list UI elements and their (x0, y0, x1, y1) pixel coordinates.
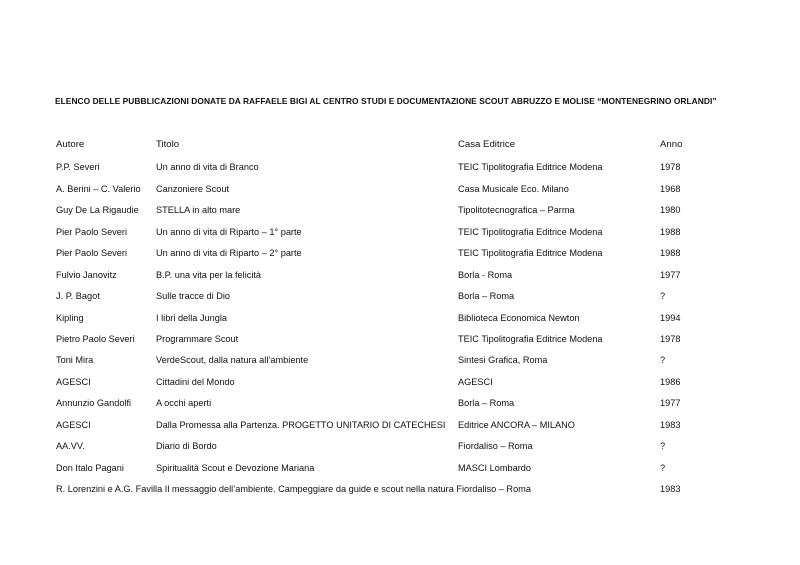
cell-year: 1986 (660, 377, 681, 387)
cell-year: ? (660, 463, 666, 473)
cell-publisher: Borla - Roma (458, 270, 513, 280)
table-row (0, 268, 800, 282)
header-year: Anno (660, 139, 683, 150)
cell-author: J. P. Bagot (56, 291, 100, 301)
document-title: ELENCO DELLE PUBBLICAZIONI DONATE DA RAFFAELE BIGI AL CENTRO STUDI E DOCUMENTAZIONE SCOUT ABRUZZO E MOLISE “MONTENEGRINO ORLANDI” (55, 96, 717, 106)
cell-title: B.P. una vita per la felicità (156, 270, 262, 280)
cell-year: ? (660, 441, 666, 451)
table-row (0, 418, 800, 432)
cell-author: Kipling (56, 313, 84, 323)
cell-title: A occhi aperti (156, 398, 212, 408)
cell-publisher: TEIC Tipolitografia Editrice Modena (458, 227, 603, 237)
cell-author: Pier Paolo Severi (56, 227, 127, 237)
cell-publisher: Fiordaliso – Roma (458, 441, 533, 451)
cell-title: Spiritualità Scout e Devozione Mariana (156, 463, 315, 473)
cell-year: 1978 (660, 162, 681, 172)
table-row (0, 225, 800, 239)
cell-publisher: AGESCI (458, 377, 493, 387)
cell-title: Sulle tracce di Dio (156, 291, 231, 301)
header-publisher: Casa Editrice (458, 139, 516, 150)
cell-title: Programmare Scout (156, 334, 239, 344)
cell-author: A. Berini – C. Valerio (56, 184, 141, 194)
cell-year: 1988 (660, 227, 681, 237)
cell-year: ? (660, 355, 666, 365)
table-row (0, 461, 800, 475)
table-row (0, 375, 800, 389)
cell-year: 1977 (660, 270, 681, 280)
table-row (0, 353, 800, 367)
cell-author: AGESCI (56, 420, 91, 430)
cell-publisher: Biblioteca Economica Newton (458, 313, 580, 323)
cell-publisher: Borla – Roma (458, 291, 515, 301)
cell-publisher: Sintesi Grafica, Roma (458, 355, 548, 365)
cell-author: Toni Mira (56, 355, 94, 365)
cell-author: AGESCI (56, 377, 91, 387)
cell-author: Don Italo Pagani (56, 463, 124, 473)
table-row-last (0, 482, 800, 496)
cell-year: 1983 (660, 484, 681, 494)
cell-publisher: Casa Musicale Eco. Milano (458, 184, 569, 194)
table-row (0, 182, 800, 196)
cell-year: 1968 (660, 184, 681, 194)
cell-publisher: TEIC Tipolitografia Editrice Modena (458, 248, 603, 258)
cell-title: Diario di Bordo (156, 441, 217, 451)
table-header-row (0, 138, 800, 152)
cell-publisher: TEIC Tipolitografia Editrice Modena (458, 162, 603, 172)
cell-title: Un anno di vita di Riparto – 2° parte (156, 248, 302, 258)
cell-publisher: TEIC Tipolitografia Editrice Modena (458, 334, 603, 344)
cell-year: 1983 (660, 420, 681, 430)
cell-title: Canzoniere Scout (156, 184, 230, 194)
cell-author: P.P. Severi (56, 162, 100, 172)
cell-year: 1994 (660, 313, 681, 323)
cell-title: Un anno di vita di Branco (156, 162, 259, 172)
last-row-text: R. Lorenzini e A.G. Favilla Il messaggio dell’ambiente. Campeggiare da guide e scout nella natura Fiordaliso – Roma (56, 484, 531, 494)
table-row (0, 160, 800, 174)
table-row (0, 439, 800, 453)
cell-title: Dalla Promessa alla Partenza. PROGETTO UNITARIO DI CATECHESI (156, 420, 446, 430)
cell-title: Cittadini del Mondo (156, 377, 235, 387)
header-author: Autore (56, 139, 85, 150)
cell-publisher: MASCI Lombardo (458, 463, 532, 473)
cell-publisher: Borla – Roma (458, 398, 515, 408)
cell-author: AA.VV. (56, 441, 85, 451)
cell-year: 1980 (660, 205, 681, 215)
table-row (0, 332, 800, 346)
cell-publisher: Tipolitotecnografica – Parma (458, 205, 575, 215)
table-row (0, 311, 800, 325)
table-row (0, 246, 800, 260)
table-row (0, 396, 800, 410)
cell-author: Annunzio Gandolfi (56, 398, 132, 408)
cell-author: Guy De La Rigaudie (56, 205, 139, 215)
cell-author: Pier Paolo Severi (56, 248, 127, 258)
header-title: Titolo (156, 139, 180, 150)
cell-title: VerdeScout, dalla natura all’ambiente (156, 355, 309, 365)
table-row (0, 289, 800, 303)
table-row (0, 203, 800, 217)
cell-publisher: Editrice ANCORA – MILANO (458, 420, 575, 430)
cell-year: 1988 (660, 248, 681, 258)
cell-title: STELLA in alto mare (156, 205, 241, 215)
cell-year: 1978 (660, 334, 681, 344)
cell-year: ? (660, 291, 666, 301)
cell-title: I libri della Jungla (156, 313, 227, 323)
cell-author: Fulvio Janovitz (56, 270, 117, 280)
cell-title: Un anno di vita di Riparto – 1° parte (156, 227, 302, 237)
cell-author: Pietro Paolo Severi (56, 334, 135, 344)
cell-year: 1977 (660, 398, 681, 408)
